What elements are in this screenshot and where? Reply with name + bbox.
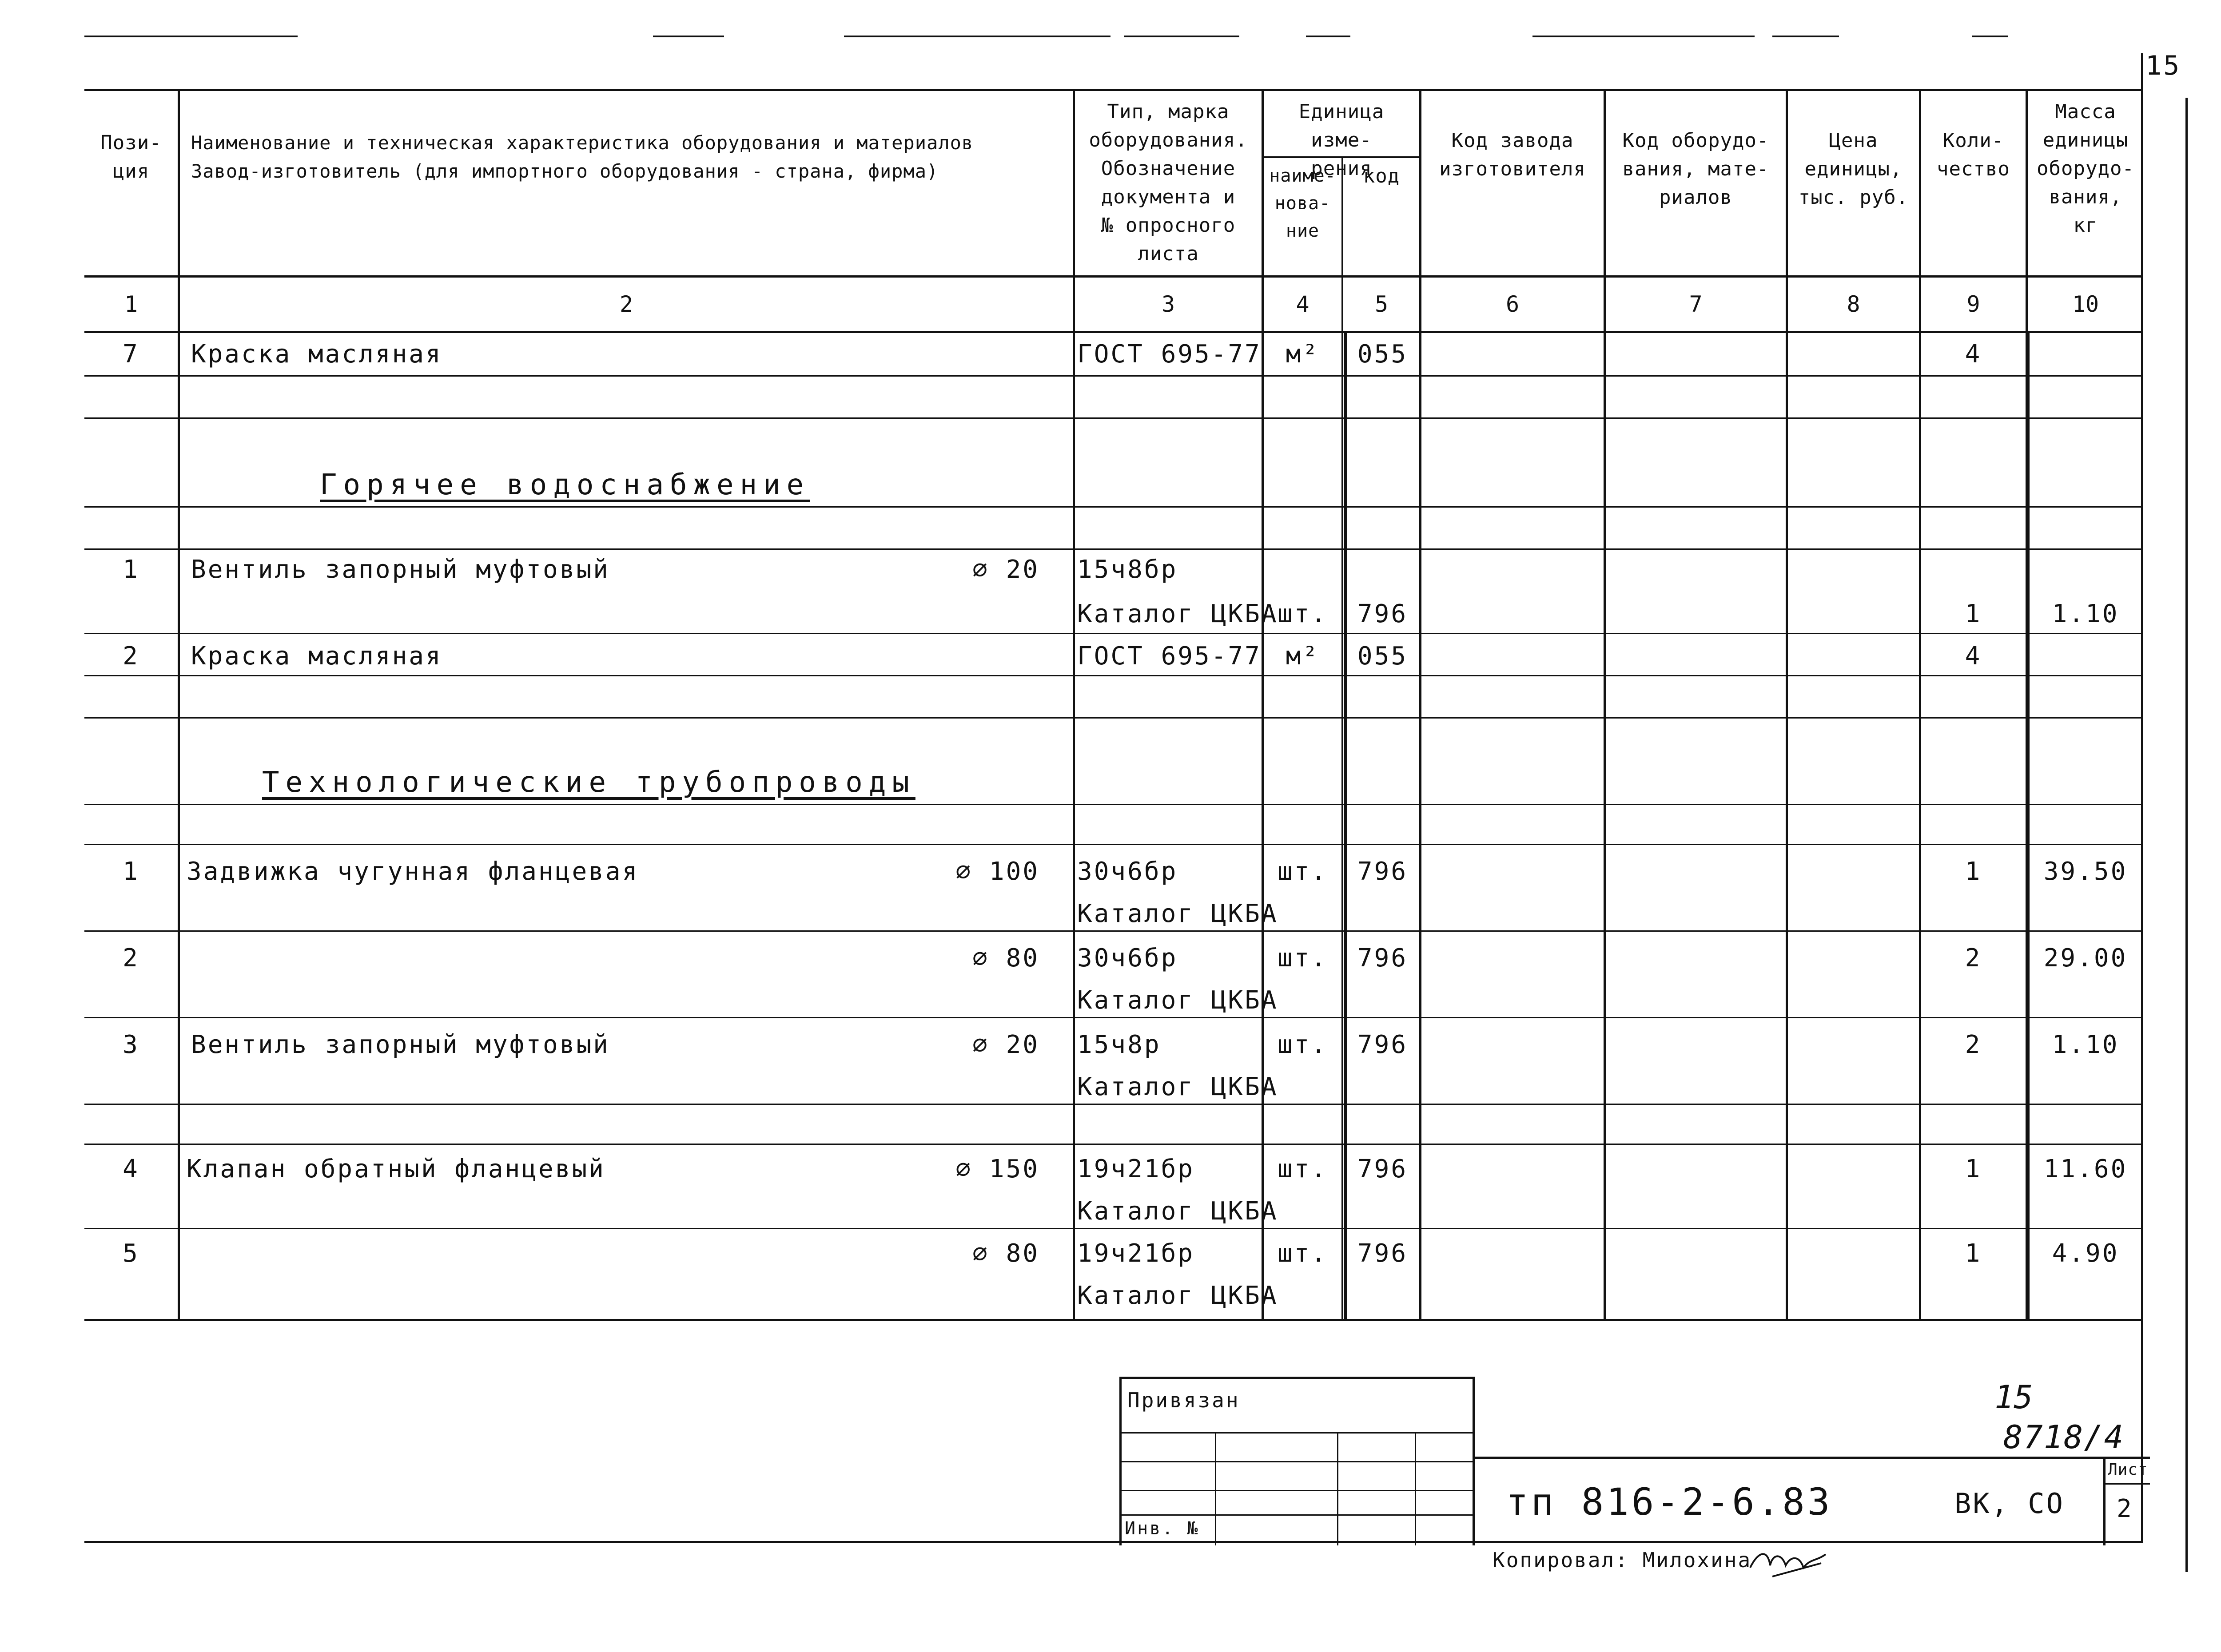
row-type: 15ч8бр: [1077, 555, 1178, 584]
header-position: Пози- ция: [100, 131, 162, 183]
row-type: 30ч6бр: [1077, 857, 1178, 886]
stamp-inventory-label: Инв. №: [1125, 1518, 1200, 1539]
table-row: [0, 602, 2221, 637]
column-number: 10: [2072, 291, 2099, 317]
row-name: Краска масляная: [191, 340, 442, 369]
section-title-tech-pipes: Технологические трубопроводы: [262, 766, 915, 799]
table-row: [0, 1032, 2221, 1068]
header-equipment-code: Код оборудо- вания, мате- риалов: [1622, 129, 1769, 209]
copied-by-label: Копировал: Милохина: [1493, 1548, 1752, 1572]
top-mark: [1772, 36, 1839, 37]
row-quantity: 1: [1965, 857, 1982, 886]
top-mark: [1124, 36, 1239, 37]
table-row: [0, 988, 2221, 1024]
row-diameter: ⌀ 80: [972, 1239, 1039, 1268]
header-mass: Масса единицы оборудо- вания, кг: [2037, 100, 2134, 237]
column-number: 1: [124, 291, 138, 317]
table-row: [0, 946, 2221, 981]
column-number: 5: [1374, 291, 1389, 317]
column-number: 7: [1689, 291, 1703, 317]
row-position: 3: [123, 1030, 139, 1059]
row-mass: 1.10: [2052, 1030, 2119, 1059]
row-position: 1: [123, 555, 139, 584]
row-diameter: ⌀ 80: [972, 944, 1039, 973]
row-mass: 39.50: [2043, 857, 2128, 886]
row-type: Каталог ЦКБА: [1077, 899, 1278, 928]
row-diameter: ⌀ 20: [972, 555, 1039, 584]
row-unit: шт.: [1277, 1155, 1328, 1183]
column-number: 4: [1296, 291, 1310, 317]
copier-signature-icon: [1746, 1541, 1835, 1581]
specification-table: [84, 89, 2143, 1321]
row-unit: шт.: [1277, 1030, 1328, 1059]
right-edge-line: [2185, 98, 2188, 1572]
column-number: 2: [619, 291, 633, 317]
row-position: 2: [123, 944, 139, 973]
row-quantity: 2: [1965, 1030, 1982, 1059]
row-position: 2: [123, 642, 139, 671]
row-position: 5: [123, 1239, 139, 1268]
table-row: [0, 859, 2221, 895]
top-mark: [1532, 36, 1755, 37]
top-mark: [844, 36, 1110, 37]
row-code: 796: [1357, 1155, 1408, 1183]
header-unit-name: наиме- нова- ние: [1269, 166, 1336, 241]
row-position: 7: [123, 340, 139, 369]
stamp-drawing-number: 8718/4: [2003, 1418, 2125, 1456]
row-position: 1: [123, 857, 139, 886]
column-number: 3: [1161, 291, 1175, 317]
row-type: 19ч21бр: [1077, 1239, 1195, 1268]
top-mark: [1306, 36, 1350, 37]
row-type: Каталог ЦКБА: [1077, 600, 1278, 628]
stamp-number-top: 15: [1994, 1378, 2033, 1416]
stamp-linked-label: Привязан: [1127, 1388, 1240, 1412]
row-name: Вентиль запорный муфтовый: [191, 1030, 610, 1059]
title-block: [1119, 1377, 2150, 1545]
table-row: [0, 1283, 2221, 1319]
top-mark: [84, 36, 298, 37]
row-unit: шт.: [1277, 600, 1328, 628]
row-quantity: 2: [1965, 944, 1982, 973]
row-quantity: 1: [1965, 600, 1982, 628]
row-type: Каталог ЦКБА: [1077, 1281, 1278, 1310]
header-type: Тип, марка оборудования. Обозначение документа и № опросного листа: [1089, 100, 1248, 265]
row-mass: 29.00: [2043, 944, 2128, 973]
row-diameter: ⌀ 100: [955, 857, 1039, 886]
column-number: 8: [1847, 291, 1860, 317]
row-code: 796: [1357, 944, 1408, 973]
column-number: 9: [1966, 291, 1980, 317]
row-code: 796: [1357, 1239, 1408, 1268]
row-diameter: ⌀ 20: [972, 1030, 1039, 1059]
row-type: Каталог ЦКБА: [1077, 1072, 1278, 1101]
stamp-sheet-label: Лист: [2108, 1461, 2148, 1479]
row-position: 4: [123, 1155, 139, 1183]
table-row: [0, 557, 2221, 593]
table-row: [0, 1072, 2221, 1110]
row-unit: м²: [1286, 340, 1320, 369]
row-type: ГОСТ 695-77: [1077, 340, 1262, 369]
row-name: Краска масляная: [191, 642, 442, 671]
header-price: Цена единицы, тыс. руб.: [1798, 129, 1909, 209]
row-type: 15ч8р: [1077, 1030, 1161, 1059]
stamp-document-code: тп 816-2-6.83: [1506, 1480, 1833, 1524]
row-code: 796: [1357, 857, 1408, 886]
row-unit: м²: [1286, 642, 1320, 671]
header-factory-code: Код завода изготовителя: [1439, 129, 1586, 180]
row-type: Каталог ЦКБА: [1077, 1197, 1278, 1226]
section-title-hot-water: Горячее водоснабжение: [320, 469, 810, 501]
row-quantity: 4: [1965, 642, 1982, 671]
row-quantity: 4: [1965, 340, 1982, 369]
stamp-sheet-number: 2: [2117, 1494, 2133, 1523]
table-row: [0, 1157, 2221, 1192]
row-unit: шт.: [1277, 1239, 1328, 1268]
row-mass: 11.60: [2043, 1155, 2128, 1183]
row-mass: 1.10: [2052, 600, 2119, 628]
header-name: Наименование и техническая характеристика оборудования и материалов Завод-изготовитель (для импортного оборудования - страна, фирма): [191, 132, 974, 182]
row-name: Задвижка чугунная фланцевая: [187, 857, 639, 886]
row-mass: 4.90: [2052, 1239, 2119, 1268]
header-unit-group: Единица изме- рения: [1298, 100, 1385, 180]
column-number: 6: [1505, 291, 1520, 317]
row-type: 19ч21бр: [1077, 1155, 1195, 1183]
row-type: Каталог ЦКБА: [1077, 986, 1278, 1015]
table-row: [0, 1199, 2221, 1235]
row-type: 30ч6бр: [1077, 944, 1178, 973]
row-quantity: 1: [1965, 1239, 1982, 1268]
top-mark: [1972, 36, 2008, 37]
top-mark: [653, 36, 724, 37]
table-row: [0, 1241, 2221, 1277]
row-type: ГОСТ 695-77: [1077, 642, 1262, 671]
page-number-top: 15: [2145, 50, 2181, 81]
row-diameter: ⌀ 150: [955, 1155, 1039, 1183]
table-row: [0, 901, 2221, 937]
stamp-mark: ВК, СО: [1954, 1487, 2065, 1520]
table-row: [0, 342, 2221, 377]
row-code: 055: [1357, 340, 1408, 369]
row-code: 055: [1357, 642, 1408, 671]
row-code: 796: [1357, 1030, 1408, 1059]
row-unit: шт.: [1277, 944, 1328, 973]
row-name: Клапан обратный фланцевый: [187, 1155, 605, 1183]
header-quantity: Коли- чество: [1937, 129, 2010, 180]
table-row: [0, 644, 2221, 679]
header-unit-code: код: [1363, 165, 1400, 187]
row-quantity: 1: [1965, 1155, 1982, 1183]
row-name: Вентиль запорный муфтовый: [191, 555, 610, 584]
row-code: 796: [1357, 600, 1408, 628]
row-unit: шт.: [1277, 857, 1328, 886]
